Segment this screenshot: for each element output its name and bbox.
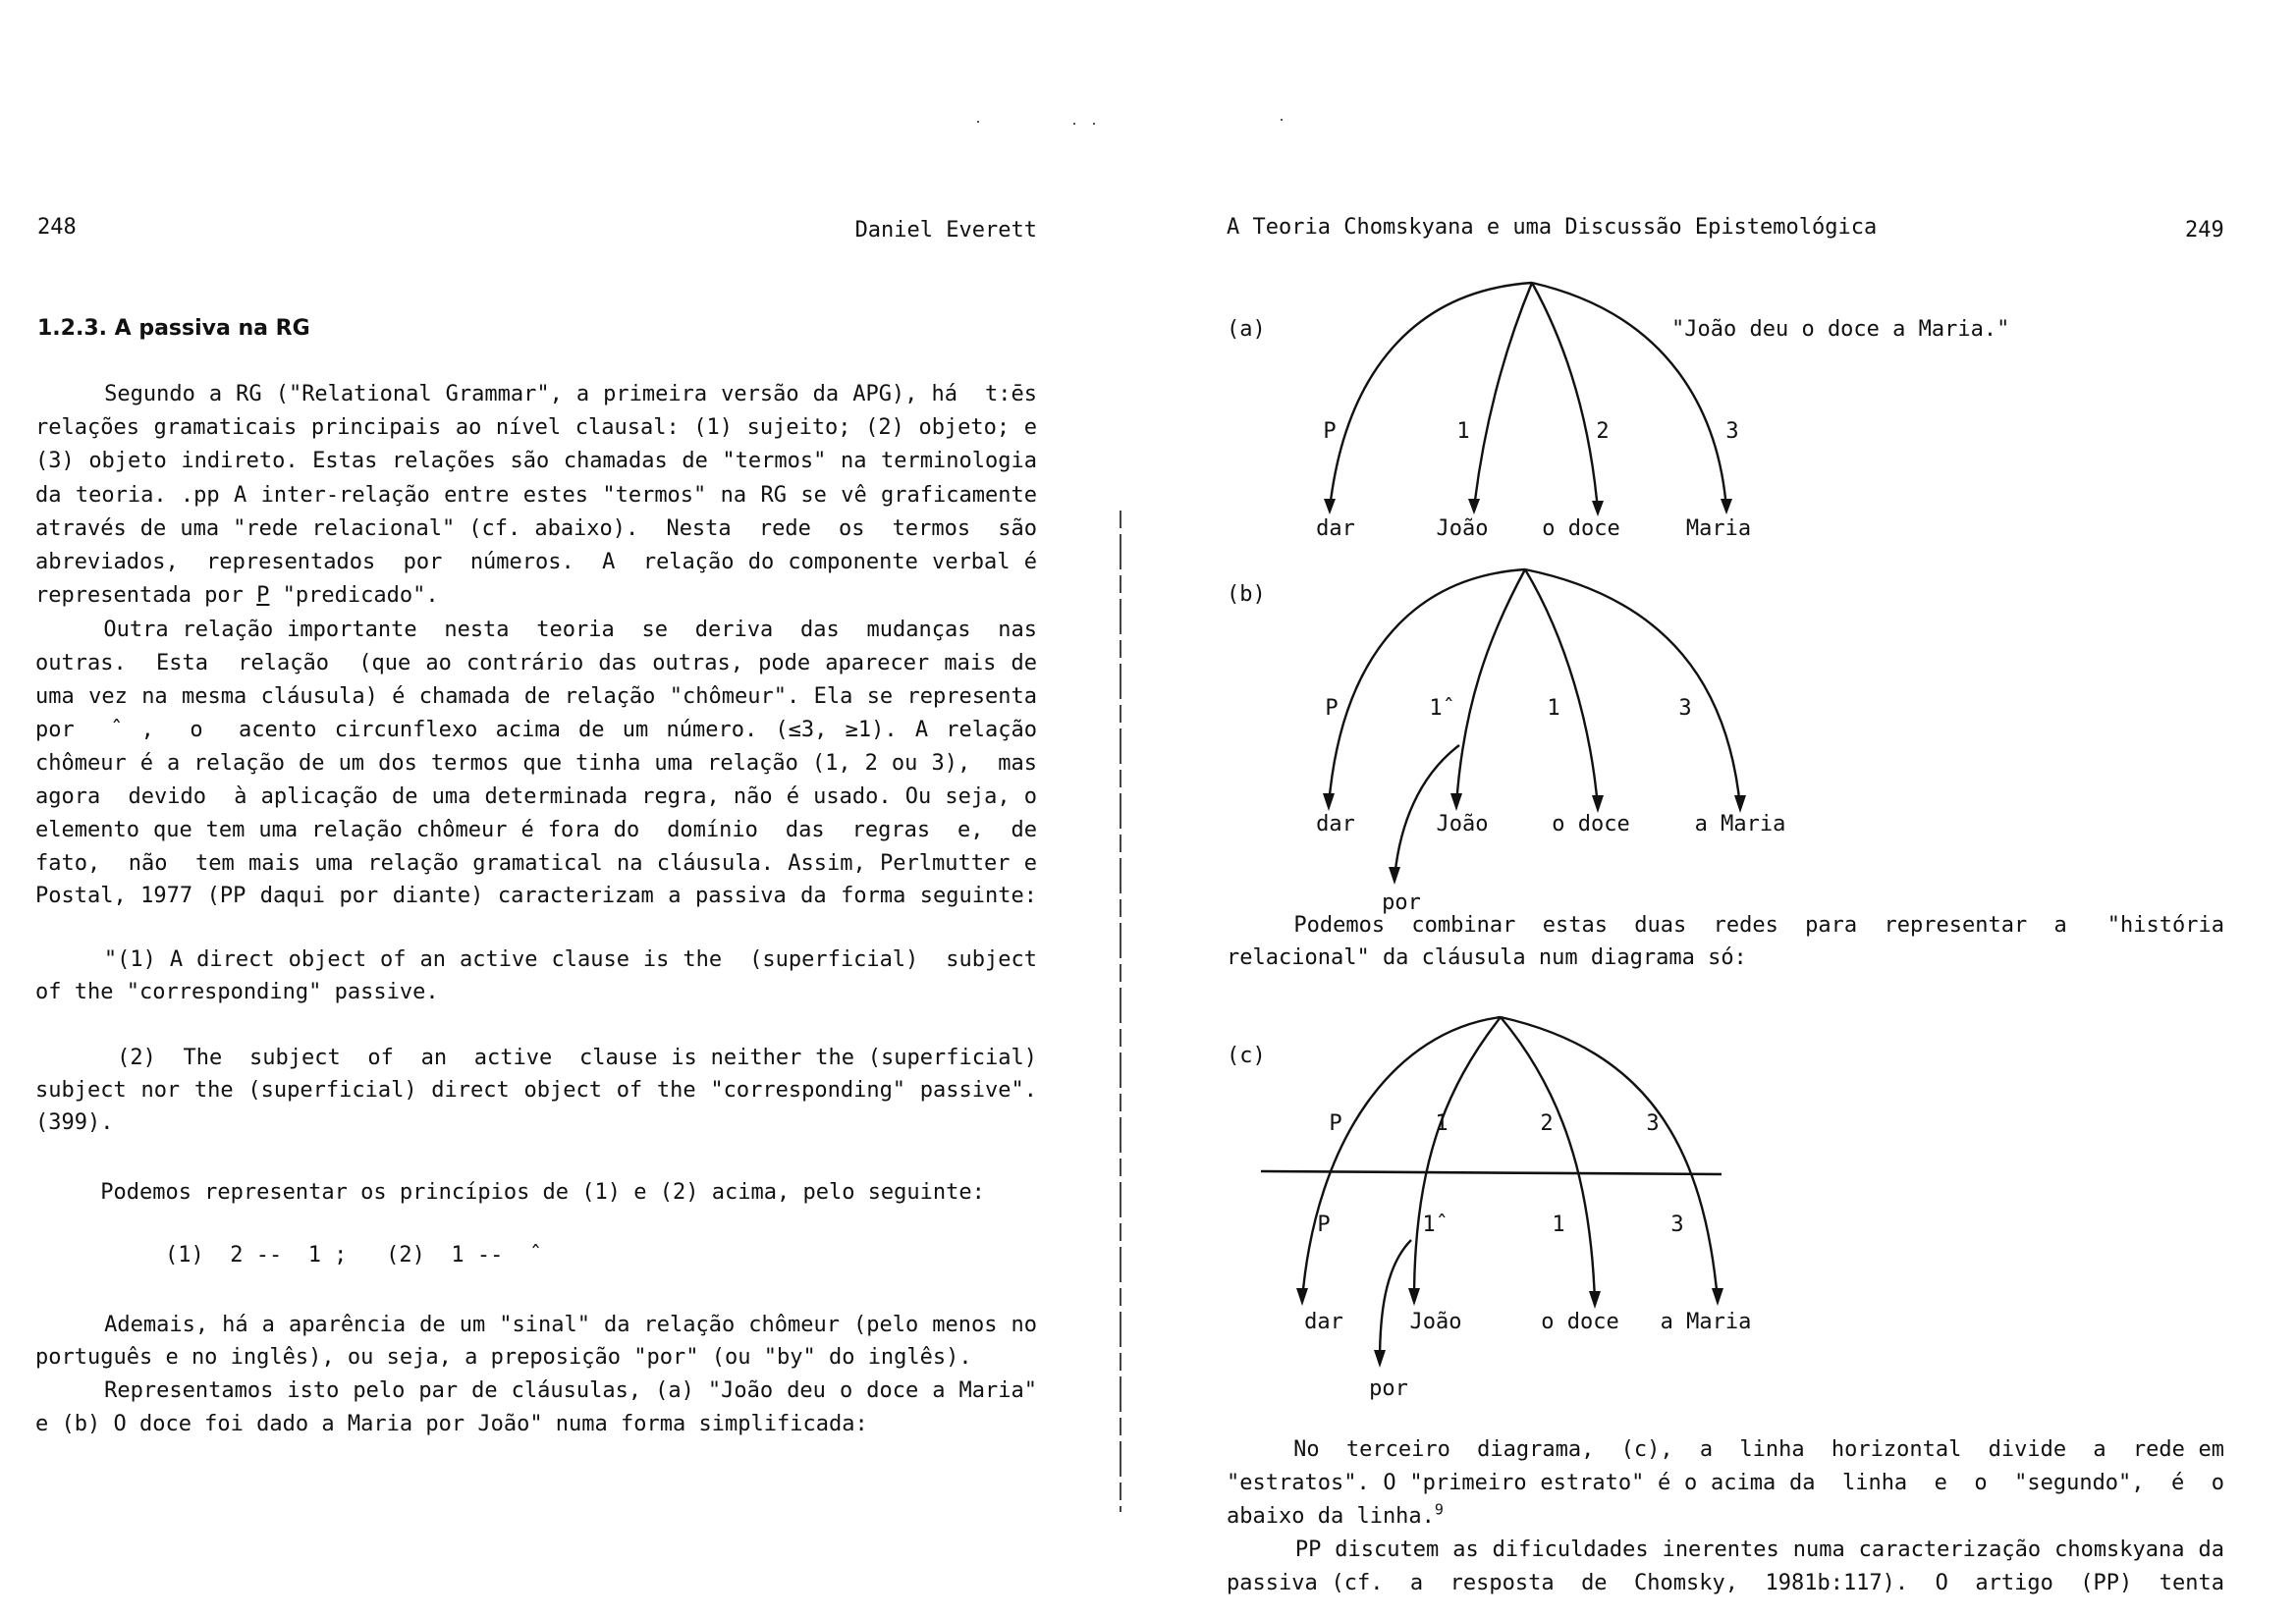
diagram-b bbox=[1227, 569, 1785, 915]
diagram-caption: "João deu o doce a Maria." bbox=[1671, 317, 2010, 342]
node-label: dar bbox=[1316, 812, 1355, 836]
node-label: o doce bbox=[1541, 1310, 1619, 1334]
text-line: fato, não tem mais uma relação gramatical na cláusula. Assim, Perlmutter e bbox=[35, 851, 1037, 876]
stratum-1-label: 1 bbox=[1435, 1111, 1449, 1136]
diagram-a bbox=[1227, 283, 2009, 541]
arrowhead bbox=[1450, 793, 1462, 811]
arc-1 bbox=[1474, 283, 1532, 509]
text-line: através de uma "rede relacional" (cf. abaixo). Nesta rede os termos são bbox=[35, 516, 1037, 541]
arrowhead bbox=[1374, 1350, 1386, 1368]
flag-label-por: por bbox=[1369, 1376, 1408, 1401]
text-line: chômeur é a relação de um dos termos que tinha uma relação (1, 2 ou 3), mas bbox=[35, 751, 1037, 776]
arrowhead bbox=[1323, 793, 1335, 811]
text-line: português e no inglês), ou seja, a preposição "por" (ou "by" do inglês). bbox=[35, 1345, 972, 1370]
text-line: Outra relação importante nesta teoria se deriva das mudanças nas bbox=[35, 618, 1037, 642]
arrowhead bbox=[1589, 1291, 1601, 1309]
text-fragment: "predicado". bbox=[269, 583, 439, 608]
text-line: (2) The subject of an active clause is neither the (superficial) bbox=[35, 1046, 1037, 1070]
text-line: (399). bbox=[35, 1110, 114, 1135]
arrowhead bbox=[1592, 501, 1604, 516]
text-line: "(1) A direct object of an active clause is the (superficial) subject bbox=[35, 947, 1037, 972]
footnote-marker[interactable]: 9 bbox=[1434, 1500, 1444, 1519]
text-line: passiva (cf. a resposta de Chomsky, 1981b:117). O artigo (PP) tenta bbox=[1227, 1571, 2224, 1595]
arc-1 bbox=[1414, 1017, 1501, 1300]
text-line: PP discutem as dificuldades inerentes numa caracterização chomskyana da bbox=[1227, 1537, 2224, 1562]
arc-2 bbox=[1532, 283, 1598, 511]
text-line: e (b) O doce foi dado a Maria por João" numa forma simplificada: bbox=[35, 1412, 868, 1436]
node-label: dar bbox=[1304, 1310, 1343, 1334]
node-label: a Maria bbox=[1694, 812, 1786, 836]
stratum-1-label: 3 bbox=[1646, 1111, 1660, 1136]
text-line: Representamos isto pelo par de cláusulas, (a) "João deu o doce a Maria" bbox=[35, 1378, 1037, 1403]
relation-label: P bbox=[1323, 419, 1337, 444]
arrowhead bbox=[1324, 499, 1336, 514]
arrowhead bbox=[1592, 795, 1604, 813]
stratum-1-label: 2 bbox=[1540, 1111, 1554, 1136]
principles-intro: Podemos representar os princípios de (1) e (2) acima, pelo seguinte: bbox=[35, 1180, 985, 1205]
node-label: João bbox=[1409, 1310, 1462, 1334]
text-line: of the "corresponding" passive. bbox=[35, 980, 439, 1004]
diagram-c bbox=[1227, 1017, 1751, 1401]
text-line: Postal, 1977 (PP daqui por diante) caracterizam a passiva da forma seguinte: bbox=[35, 884, 1037, 908]
node-label: o doce bbox=[1552, 812, 1630, 836]
node-label: Maria bbox=[1685, 516, 1752, 541]
text-line: No terceiro diagrama, (c), a linha horizontal divide a rede em bbox=[1227, 1437, 2224, 1462]
diagram-label: (a) bbox=[1227, 317, 1266, 342]
page-number-left: 248 bbox=[37, 215, 77, 240]
relation-label: 3 bbox=[1725, 419, 1739, 444]
text-line: "estratos". O "primeiro estrato" é o acima da linha e o "segundo", é o bbox=[1227, 1471, 2224, 1495]
relation-label: 1 bbox=[1456, 419, 1470, 444]
text-line: subject nor the (superficial) direct object of the "corresponding" passive". bbox=[35, 1078, 1037, 1103]
relation-label: P bbox=[1325, 696, 1339, 721]
arc-2 bbox=[1501, 1017, 1595, 1303]
running-head-title: A Teoria Chomskyana e uma Discussão Epistemológica bbox=[1227, 215, 1878, 240]
stratum-2-label: P bbox=[1317, 1213, 1331, 1237]
arrowhead bbox=[1712, 1288, 1723, 1306]
relation-label: 2 bbox=[1596, 419, 1610, 444]
diagram-label: (c) bbox=[1227, 1044, 1266, 1068]
node-label: João bbox=[1436, 812, 1489, 836]
predicate-symbol: P bbox=[256, 583, 270, 608]
arc-3 bbox=[1525, 569, 1740, 807]
relation-label: 1 bbox=[1547, 696, 1560, 721]
text-line: Podemos combinar estas duas redes para representar a "história bbox=[1227, 913, 2224, 938]
section-heading: 1.2.3. A passiva na RG bbox=[37, 316, 310, 341]
arc-p bbox=[1330, 283, 1532, 509]
arc-3 bbox=[1501, 1017, 1718, 1300]
node-label: o doce bbox=[1542, 516, 1620, 541]
text-line: por ˆ , o acento circunflexo acima de um número. (≤3, ≥1). A relação bbox=[35, 718, 1037, 742]
text-line: abreviados, representados por números. A relação do componente verbal é bbox=[35, 550, 1037, 574]
text-line: Ademais, há a aparência de um "sinal" da relação chômeur (pelo menos no bbox=[35, 1313, 1037, 1337]
relation-label-chomeur: 1̂ bbox=[1429, 696, 1443, 721]
arrowhead bbox=[1389, 867, 1400, 885]
flag-label-por: por bbox=[1382, 890, 1421, 915]
arrowhead bbox=[1721, 499, 1732, 514]
stratum-2-label: 1 bbox=[1552, 1213, 1565, 1237]
node-label: dar bbox=[1316, 516, 1355, 541]
text-line: agora devido à aplicação de uma determinada regra, não é usado. Ou seja, o bbox=[35, 784, 1037, 809]
text-line: uma vez na mesma cláusula) é chamada de relação "chômeur". Ela se representa bbox=[35, 684, 1037, 709]
text-fragment: abaixo da linha. bbox=[1227, 1504, 1435, 1529]
arc-p bbox=[1329, 569, 1525, 805]
stratum-1-label: P bbox=[1329, 1111, 1342, 1136]
text-line: relacional" da cláusula num diagrama só: bbox=[1227, 945, 1747, 970]
arrowhead bbox=[1468, 499, 1480, 514]
arrowhead bbox=[1734, 795, 1746, 813]
node-label: a Maria bbox=[1660, 1310, 1752, 1334]
arc-1-chomeur bbox=[1456, 569, 1525, 805]
node-label: João bbox=[1436, 516, 1489, 541]
arrowhead bbox=[1296, 1288, 1308, 1306]
principles-formula: (1) 2 -- 1 ; (2) 1 -- ˆ bbox=[165, 1243, 543, 1267]
text-fragment: representada por bbox=[35, 583, 257, 608]
text-line: Segundo a RG ("Relational Grammar", a primeira versão da APG), há t:ēs bbox=[35, 382, 1037, 406]
diagram-label: (b) bbox=[1227, 582, 1266, 607]
text-line: relações gramaticais principais ao nível clausal: (1) sujeito; (2) objeto; e bbox=[35, 415, 1037, 440]
text-line: outras. Esta relação (que ao contrário das outras, pode aparecer mais de bbox=[35, 651, 1037, 675]
text-line: elemento que tem uma relação chômeur é fora do domínio das regras e, de bbox=[35, 818, 1037, 842]
relation-label: 3 bbox=[1678, 696, 1692, 721]
arc-1 bbox=[1525, 569, 1598, 807]
text-line: da teoria. .pp A inter-relação entre estes "termos" na RG se vê graficamente bbox=[35, 483, 1037, 508]
arc-por-flag bbox=[1380, 1240, 1411, 1362]
arrowhead bbox=[1408, 1288, 1420, 1306]
running-head-author: Daniel Everett bbox=[854, 218, 1037, 243]
stratum-2-label: 3 bbox=[1670, 1213, 1684, 1237]
text-line: (3) objeto indireto. Estas relações são chamadas de "termos" na terminologia bbox=[35, 449, 1037, 473]
page-number-right: 249 bbox=[2185, 218, 2224, 243]
stratum-2-label-chomeur: 1̂ bbox=[1422, 1213, 1436, 1237]
